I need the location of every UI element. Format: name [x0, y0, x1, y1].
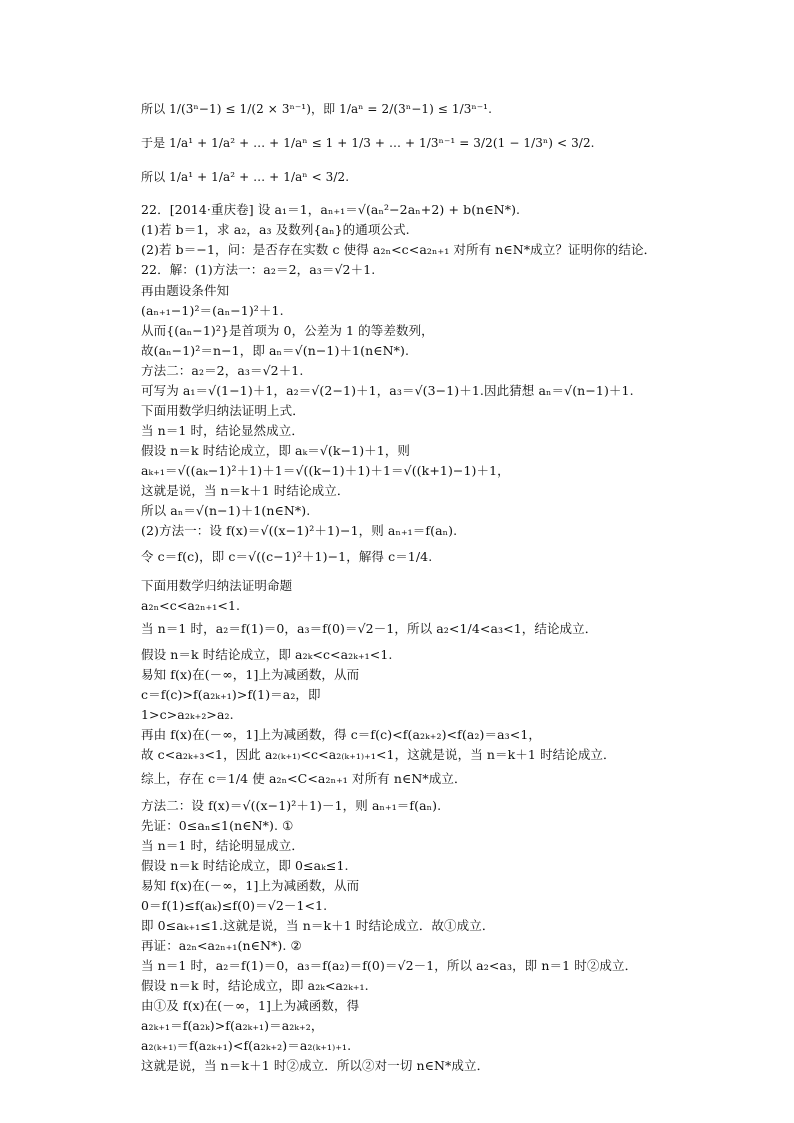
solution-line: 0＝f(1)≤f(aₖ)≤f(0)＝√2－1<1. — [141, 898, 328, 913]
solution-line: 当 n＝1 时，a₂＝f(1)＝0，a₃＝f(a₂)＝f(0)＝√2－1，所以 a₂<a₃，即 n＝1 时②成立． — [141, 958, 638, 973]
solution-line: a₂ₖ₊₁＝f(a₂ₖ)>f(a₂ₖ₊₁)＝a₂ₖ₊₂， — [141, 1018, 324, 1033]
solution-line: 当 n＝1 时，结论显然成立． — [141, 423, 304, 438]
solution-line: 由①及 f(x)在(－∞，1]上为减函数，得 — [141, 998, 360, 1013]
solution-line: 易知 f(x)在(－∞，1]上为减函数，从而 — [141, 878, 360, 893]
solution-line: 下面用数学归纳法证明命题 — [141, 578, 293, 593]
solution-line: 方法二：设 f(x)＝√((x−1)²＋1)－1，则 aₙ₊₁＝f(aₙ). — [141, 798, 442, 813]
solution-line: 下面用数学归纳法证明上式． — [141, 403, 305, 418]
solution-line: 再由题设条件知 — [141, 283, 230, 298]
solution-line: 再证：a₂ₙ<a₂ₙ₊₁(n∈N*). ② — [141, 938, 302, 953]
solution-line: 故(aₙ−1)²＝n−1，即 aₙ＝√(n−1)＋1(n∈N*). — [141, 343, 410, 358]
solution-line: 所以 aₙ＝√(n−1)＋1(n∈N*). — [141, 503, 311, 518]
solution-line: 假设 n＝k 时结论成立，即 0≤aₖ≤1. — [141, 858, 349, 873]
conclusion-line: 所以 1/a¹ + 1/a² + … + 1/aⁿ < 3/2. — [141, 170, 350, 184]
solution-line: 故 c<a₂ₖ₊₃<1，因此 a₂₍ₖ₊₁₎<c<a₂₍ₖ₊₁₎₊₁<1，这就是说，当 n＝k＋1 时结论成立． — [141, 747, 616, 762]
solution-line: a₂ₙ<c<a₂ₙ₊₁<1. — [141, 598, 241, 613]
problem-22-part2: (2)若 b＝−1，问：是否存在实数 c 使得 a₂ₙ<c<a₂ₙ₊₁ 对所有 n∈N*成立？证明你的结论． — [141, 242, 657, 257]
solution-line: 这就是说，当 n＝k＋1 时②成立．所以②对一切 n∈N*成立． — [141, 1058, 490, 1073]
solution-line: 综上，存在 c＝1/4 使 a₂ₙ<C<a₂ₙ₊₁ 对所有 n∈N*成立． — [141, 771, 467, 786]
sum-inequality-line: 于是 1/a¹ + 1/a² + … + 1/aⁿ ≤ 1 + 1/3 + … + 1/3ⁿ⁻¹ = 3/2(1 − 1/3ⁿ) < 3/2. — [141, 136, 595, 150]
problem-22-statement: 22．[2014·重庆卷] 设 a₁＝1，aₙ₊₁＝√(aₙ²−2aₙ+2) + b(n∈N*). — [141, 202, 521, 217]
solution-line: (aₙ₊₁−1)²＝(aₙ−1)²＋1. — [141, 303, 284, 318]
solution-line: 易知 f(x)在(－∞，1]上为减函数，从而 — [141, 667, 360, 682]
solution-line: 可写为 a₁＝√(1−1)＋1，a₂＝√(2−1)＋1，a₃＝√(3−1)＋1.因此猜想 aₙ＝√(n−1)＋1. — [141, 383, 634, 398]
solution-line: 当 n＝1 时，a₂＝f(1)＝0，a₃＝f(0)＝√2－1，所以 a₂<1/4<a₃<1，结论成立． — [141, 621, 598, 636]
solution-line: 假设 n＝k 时，结论成立，即 a₂ₖ<a₂ₖ₊₁. — [141, 978, 369, 993]
solution-line: 当 n＝1 时，结论明显成立． — [141, 838, 304, 853]
solution-line: a₂₍ₖ₊₁₎＝f(a₂ₖ₊₁)<f(a₂ₖ₊₂)＝a₂₍ₖ₊₁₎₊₁. — [141, 1038, 352, 1053]
solution-line: 从而{(aₙ−1)²}是首项为 0，公差为 1 的等差数列， — [141, 323, 434, 338]
problem-22-part1: (1)若 b＝1，求 a₂，a₃ 及数列{aₙ}的通项公式. — [141, 222, 410, 237]
solution-line: 假设 n＝k 时结论成立，即 a₂ₖ<c<a₂ₖ₊₁<1. — [141, 647, 393, 662]
solution-line: 即 0≤aₖ₊₁≤1.这就是说，当 n＝k＋1 时结论成立．故①成立． — [141, 918, 495, 933]
solution-line: 先证：0≤aₙ≤1(n∈N*). ① — [141, 818, 294, 833]
solution-line: (2)方法一：设 f(x)＝√((x−1)²＋1)−1，则 aₙ₊₁＝f(aₙ). — [141, 523, 458, 538]
solution-line: 假设 n＝k 时结论成立，即 aₖ＝√(k−1)＋1，则 — [141, 443, 411, 458]
solution-line: c＝f(c)>f(a₂ₖ₊₁)>f(1)＝a₂，即 — [141, 687, 321, 702]
inequality-line: 所以 1/(3ⁿ−1) ≤ 1/(2 × 3ⁿ⁻¹)，即 1/aⁿ = 2/(3ⁿ−1) ≤ 1/3ⁿ⁻¹. — [141, 102, 493, 116]
solution-line: 这就是说，当 n＝k＋1 时结论成立． — [141, 483, 350, 498]
solution-line: 令 c＝f(c)，即 c＝√((c−1)²＋1)−1，解得 c＝1/4. — [141, 549, 433, 564]
solution-header: 22．解：(1)方法一：a₂＝2，a₃＝√2＋1. — [141, 262, 376, 277]
solution-line: aₖ₊₁＝√((aₖ−1)²＋1)＋1＝√((k−1)＋1)＋1＝√((k+1)−1)＋1， — [141, 463, 510, 478]
solution-line: 再由 f(x)在(－∞，1]上为减函数，得 c＝f(c)<f(a₂ₖ₊₂)<f(a₂)＝a₃<1， — [141, 727, 541, 742]
solution-line: 方法二：a₂＝2，a₃＝√2＋1. — [141, 363, 304, 378]
solution-line: 1>c>a₂ₖ₊₂>a₂. — [141, 707, 234, 722]
